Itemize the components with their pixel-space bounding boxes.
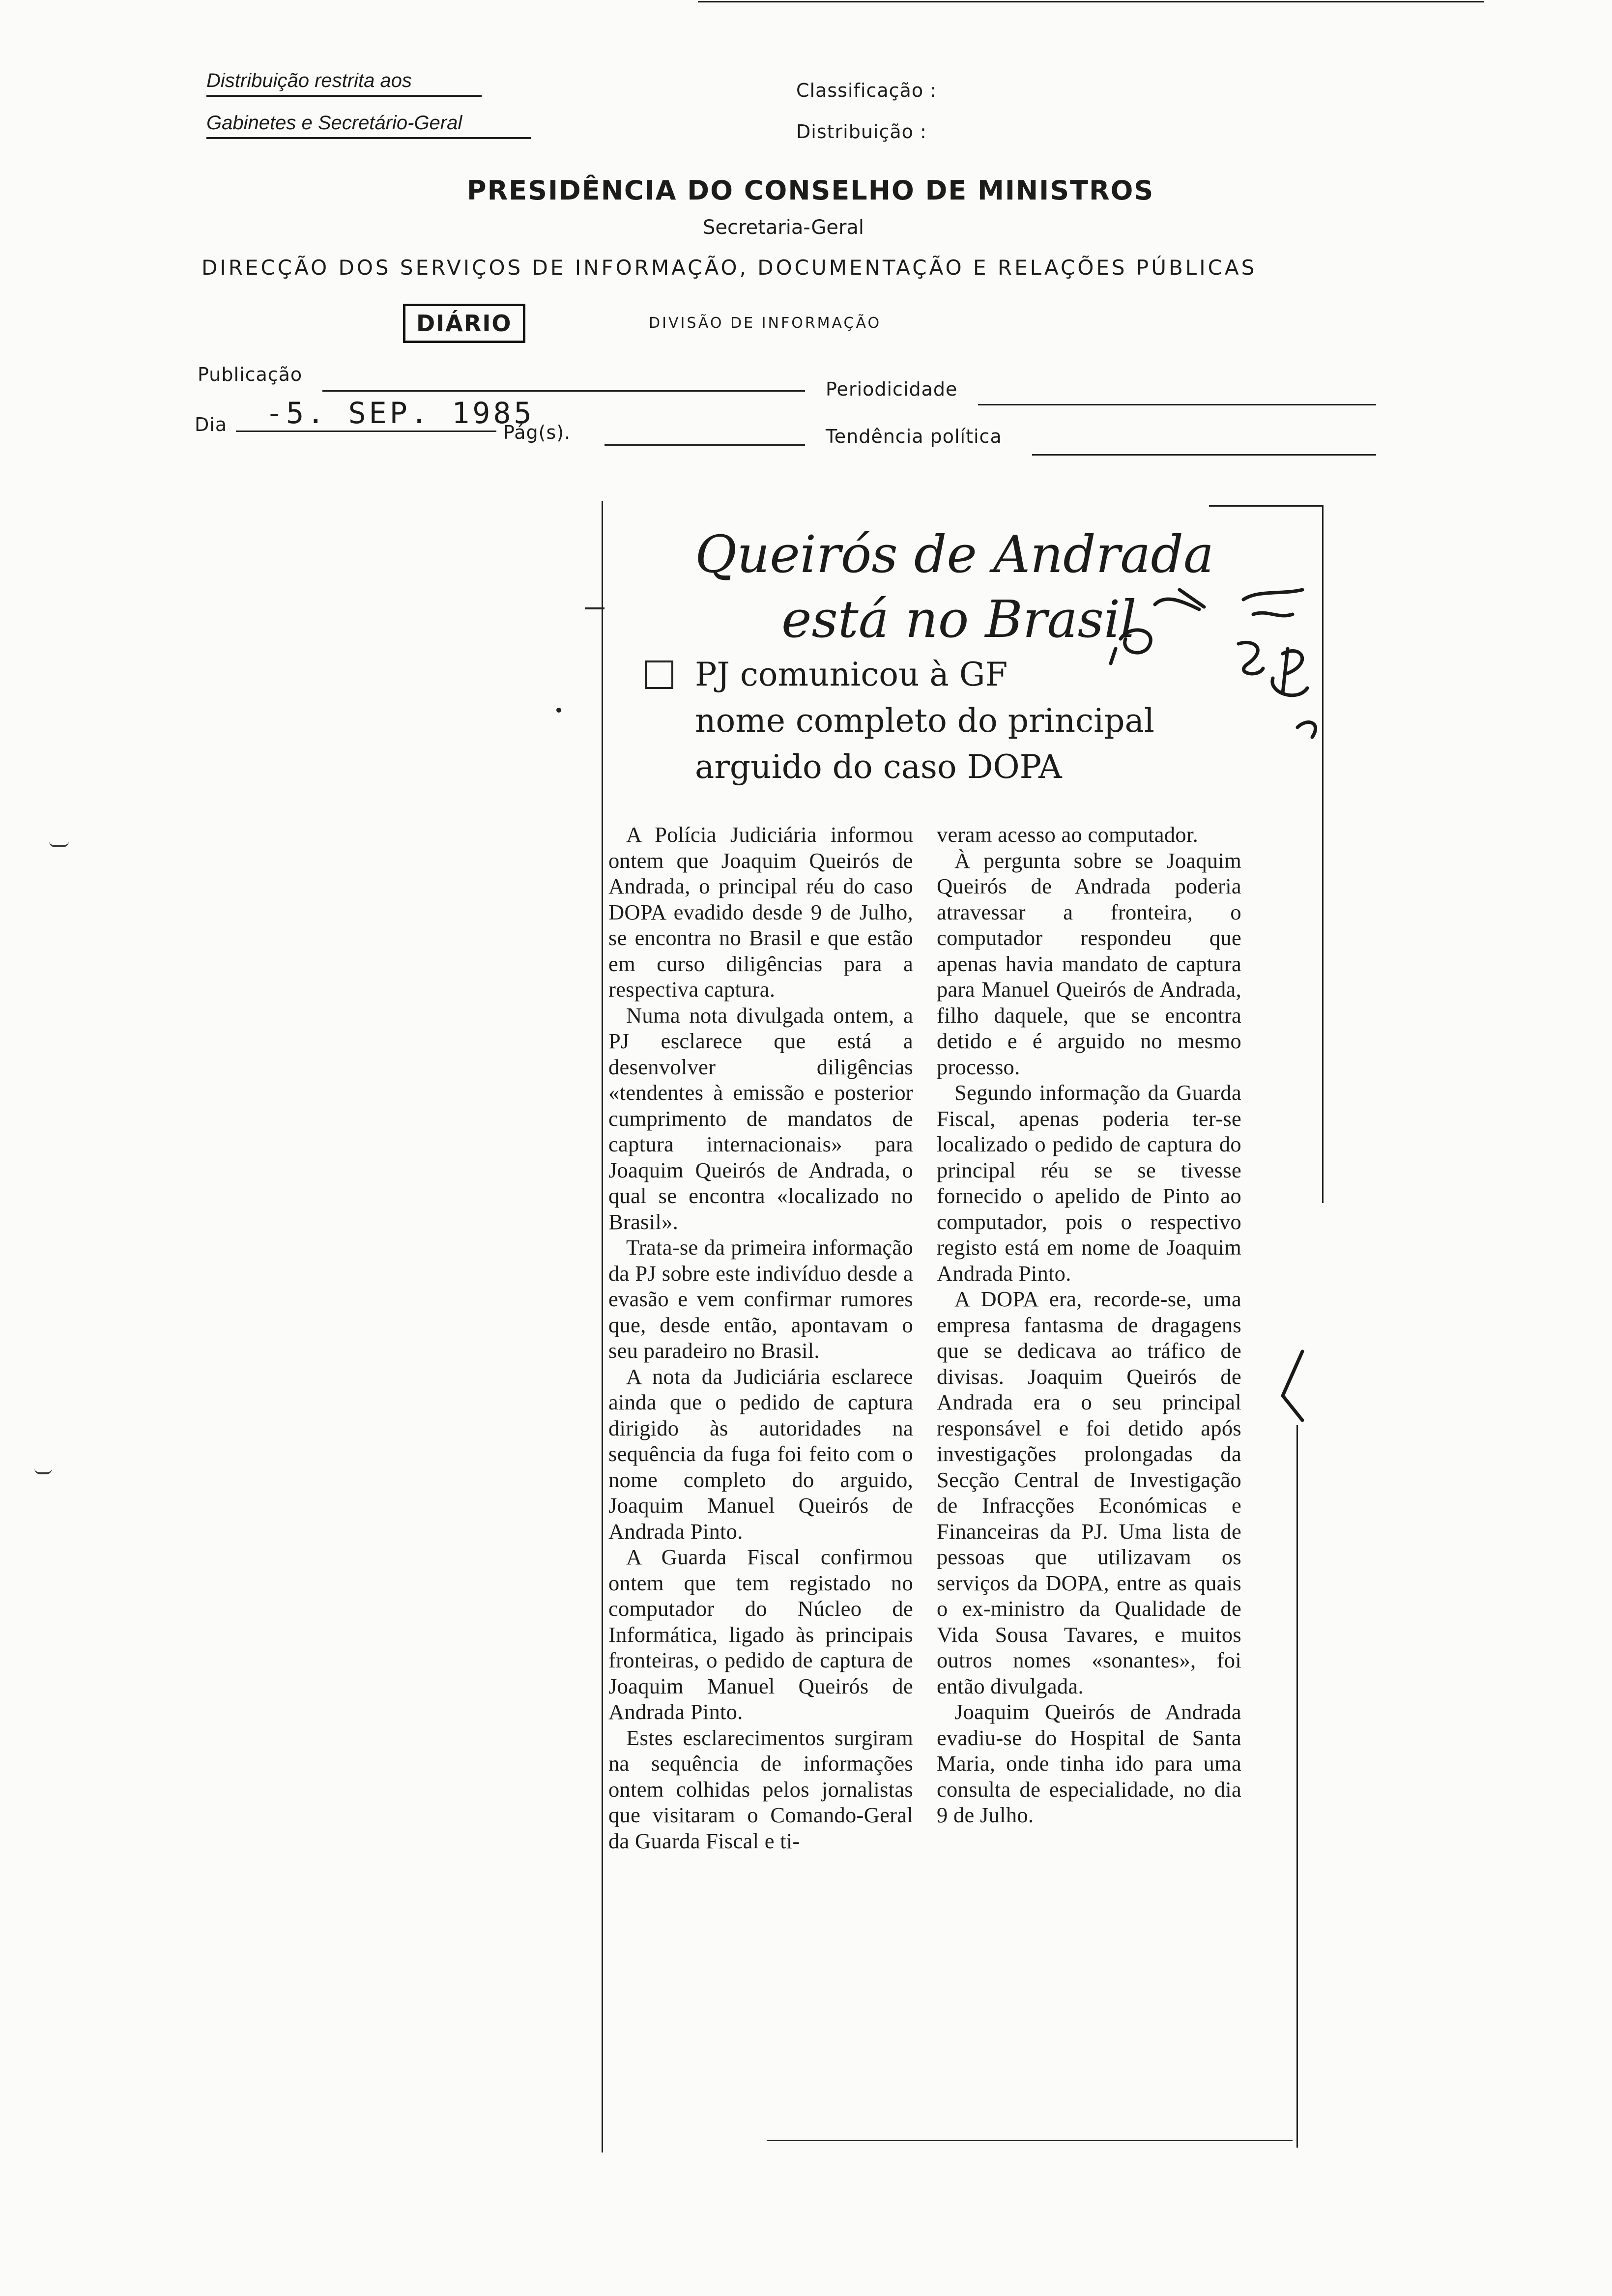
dia-line [236,430,496,432]
paragraph: Estes esclarecimentos surgiram na sequência de informações ontem colhidas pelos jornalistas que visitaram o Comando-Geral da Guarda Fiscal e ti- [608,1725,913,1853]
secretaria-geral: Secretaria-Geral [703,216,864,239]
scan-speck [556,708,561,713]
paragraph: A Polícia Judiciária informou ontem que Joaquim Queirós de Andrada, o principal réu do caso DOPA evadido desde 9 de Julho, se encontra no Brasil e que estão em curso diligências para a respectiva captura. [608,822,913,1002]
subhead-line1: PJ comunicou à GF [695,656,1008,693]
periodicidade-label: Periodicidade [826,378,958,400]
clipping-bottom-edge [767,2140,1293,2141]
dia-label: Dia [195,414,228,435]
paragraph: A nota da Judiciária esclarece ainda que o pedido de captura dirigido às autoridades na sequência da fuga foi feito com o nome completo do arguido, Joaquim Manuel Queirós de Andrada Pinto. [608,1364,913,1544]
headline-line2: está no Brasil [781,589,1137,649]
article-left-column [608,822,913,1854]
paragraph: À pergunta sobre se Joaquim Queirós de Andrada poderia atravessar a fronteira, o computador respondeu que apenas havia mandato de captura para Manuel Queirós de Andrada, filho daquele, que se encontra detido e é arguido no mesmo processo. [937,848,1241,1079]
paragraph: Segundo informação da Guarda Fiscal, apenas poderia ter-se localizado o pedido de captura do principal réu se se tivesse fornecido o apelido de Pinto ao computador, pois o respectivo registo está em nome de Joaquim Andrada Pinto. [937,1080,1241,1286]
headline-line1: Queirós de Andrada [695,524,1214,584]
handwritten-annotation [1081,580,1327,757]
paragraph: Joaquim Queirós de Andrada evadiu-se do Hospital de Santa Maria, onde tinha ido para uma consulta de especialidade, no dia 9 de Julho. [937,1699,1241,1827]
periodicidade-line [978,404,1376,405]
article-right-column [937,822,1241,1828]
distribuicao-label: Distribuição : [796,121,927,143]
restricted-distribution-line2: Gabinetes e Secretário-Geral [206,112,531,139]
tendencia-label: Tendência política [826,426,1002,447]
restricted-distribution-line1: Distribuição restrita aos [206,70,482,97]
page-title: PRESIDÊNCIA DO CONSELHO DE MINISTROS [467,175,1154,206]
paragraph: Trata-se da primeira informação da PJ sobre este indivíduo desde a evasão e vem confirmar rumores que, desde então, apontavam o seu paradeiro no Brasil. [608,1235,913,1363]
subhead-line2: nome completo do principal [695,702,1154,740]
margin-check-mark [1268,1347,1312,1430]
paragraph: A DOPA era, recorde-se, uma empresa fantasma de dragagens que se dedicava ao tráfico de divisas. Joaquim Queirós de Andrada era o seu principal responsável e foi detido após investigações prolongadas da Secção Central de Investigação de Infracções Económicas e Financeiras da PJ. Uma lista de pessoas que utilizavam os serviços da DOPA, entre as quais o ex-ministro da Qualidade de Vida Sousa Tavares, e muitos outros nomes «sonantes», foi então divulgada. [937,1287,1241,1698]
tendencia-line [1032,454,1376,456]
publicacao-label: Publicação [198,364,303,385]
pags-line [604,444,805,446]
pags-label: Pág(s). [503,422,571,443]
scan-speck [49,841,69,847]
clipping-top-edge [1209,505,1322,507]
paragraph: A Guarda Fiscal confirmou ontem que tem registado no computador do Núcleo de Informática, ligado às principais fronteiras, o pedido de captura de Joaquim Manuel Queirós de Andrada Pinto. [608,1545,913,1724]
paragraph: veram acesso ao computador. [937,822,1199,847]
divisao-informacao: DIVISÃO DE INFORMAÇÃO [649,315,882,332]
diario-stamp: DIÁRIO [403,304,525,343]
scan-speck [34,1468,52,1474]
direccao-line: DIRECÇÃO DOS SERVIÇOS DE INFORMAÇÃO, DOCUMENTAÇÃO E RELAÇÕES PÚBLICAS [202,256,1257,280]
publicacao-line [322,390,805,392]
bullet-square [645,660,673,689]
dia-value: -5. SEP. 1985 [265,396,535,430]
clipping-left-tick [585,607,604,609]
classificacao-label: Classificação : [796,80,937,101]
clipping-left-edge [602,501,603,2152]
clipping-right-edge-lower [1296,1425,1298,2148]
top-edge-line [698,1,1484,2]
subhead-line3: arguido do caso DOPA [695,748,1062,786]
paragraph: Numa nota divulgada ontem, a PJ esclarece que está a desenvolver diligências «tendentes à emissão e posterior cumprimento de mandatos de captura internacionais» para Joaquim Queirós de Andrada, o qual se encontra «localizado no Brasil». [608,1003,913,1234]
